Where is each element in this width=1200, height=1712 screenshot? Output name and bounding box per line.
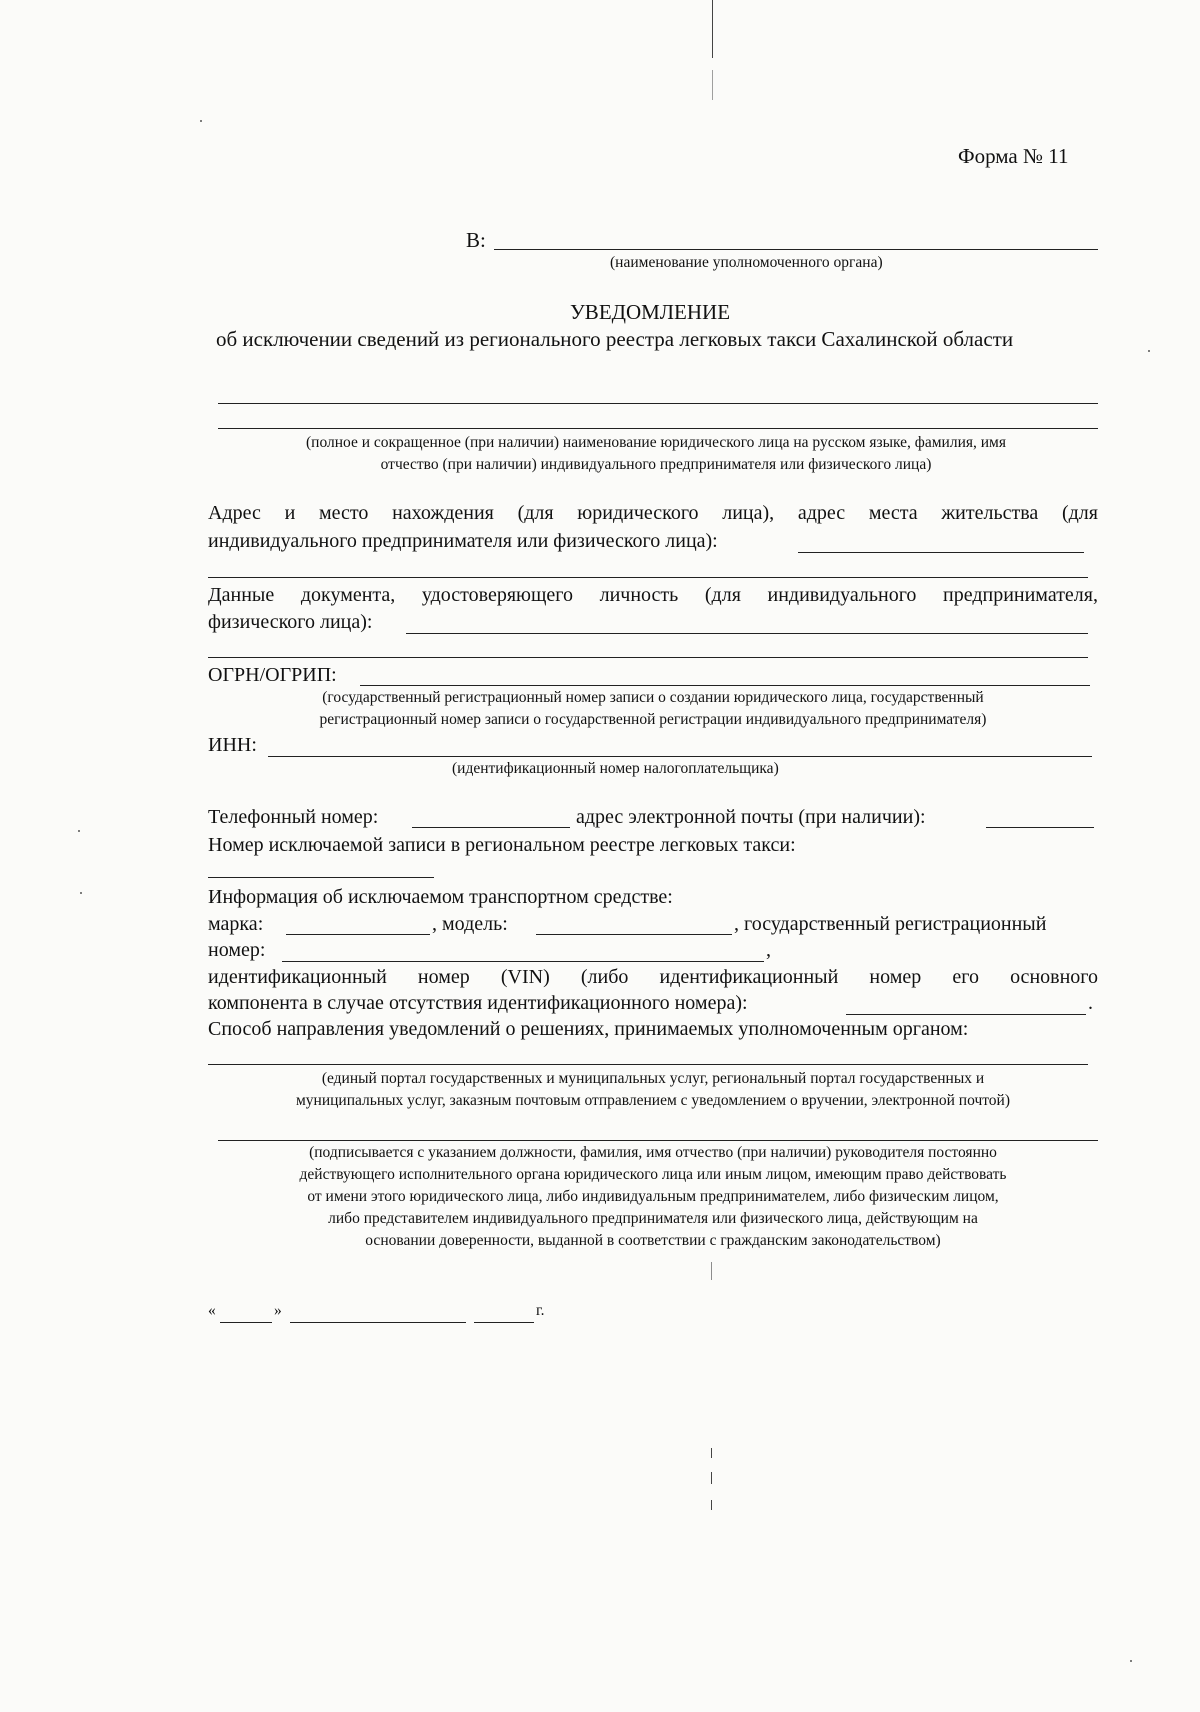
signature-hint-2: действующего исполнительного органа юридического лица или иным лицом, имеющим право действовать <box>299 1166 1007 1183</box>
vin-label-2: компонента в случае отсутствия идентификационного номера): <box>208 992 748 1014</box>
scan-speck <box>200 120 202 122</box>
notification-method-field[interactable] <box>208 1064 1088 1065</box>
document-subtitle: об исключении сведений из регионального реестра легковых такси Сахалинской области <box>216 327 1014 351</box>
scan-speck <box>1148 350 1150 352</box>
inn-label: ИНН: <box>208 734 257 756</box>
id-document-label: Данные документа, удостоверяющего личность (для индивидуального предпринимателя, <box>208 584 1098 606</box>
email-label: адрес электронной почты (при наличии): <box>576 806 926 828</box>
inn-hint: (идентификационный номер налогоплательщика) <box>452 760 779 777</box>
authority-hint: (наименование уполномоченного органа) <box>610 254 883 271</box>
scan-speck <box>80 892 82 894</box>
record-number-label: Номер исключаемой записи в региональном реестре легковых такси: <box>208 834 796 856</box>
model-label: , модель: <box>432 913 508 935</box>
brand-label: марка: <box>208 913 264 935</box>
applicant-name-hint: (полное и сокращенное (при наличии) наименование юридического лица на русском языке, фамилия, имя <box>306 434 1006 451</box>
vehicle-info-label: Информация об исключаемом транспортном средстве: <box>208 886 673 908</box>
id-document-field-2[interactable] <box>208 657 1088 658</box>
form-number: Форма № 11 <box>958 144 1069 168</box>
date-year-suffix: г. <box>536 1302 545 1319</box>
ogrn-field[interactable] <box>360 685 1090 686</box>
authority-field[interactable] <box>494 249 1098 250</box>
scan-mark <box>712 0 713 58</box>
model-field[interactable] <box>536 934 732 935</box>
to-label: В: <box>466 228 486 252</box>
ogrn-hint: (государственный регистрационный номер записи о создании юридического лица, государственный <box>322 689 984 706</box>
scan-mark <box>712 70 713 100</box>
number-label: номер: <box>208 939 266 961</box>
document-title: УВЕДОМЛЕНИЕ <box>569 300 731 324</box>
reg-number-label: , государственный регистрационный <box>734 913 1047 935</box>
signature-hint-4: либо представителем индивидуального предпринимателя или физического лица, действующим на <box>328 1210 978 1227</box>
phone-field[interactable] <box>412 827 570 828</box>
date-year-field[interactable] <box>474 1322 534 1323</box>
scan-mark <box>711 1472 712 1484</box>
scan-speck <box>78 830 80 832</box>
signature-hint-5: основании доверенности, выданной в соответствии с гражданским законодательством) <box>365 1232 941 1249</box>
date-day-field[interactable] <box>220 1322 272 1323</box>
applicant-name-hint-2: отчество (при наличии) индивидуального предпринимателя или физического лица) <box>380 456 932 473</box>
date-open-quote: « <box>208 1302 216 1319</box>
scan-mark <box>711 1500 712 1510</box>
notification-method-label: Способ направления уведомлений о решениях, принимаемых уполномоченным органом: <box>208 1018 969 1040</box>
scan-mark <box>711 1262 712 1280</box>
scan-mark <box>711 1448 712 1458</box>
id-document-field-1[interactable] <box>406 633 1088 634</box>
applicant-name-field-2[interactable] <box>218 428 1098 429</box>
date-month-field[interactable] <box>290 1322 466 1323</box>
reg-number-field[interactable] <box>282 961 764 962</box>
notification-method-hint: (единый портал государственных и муниципальных услуг, региональный портал государственных и <box>321 1070 985 1087</box>
address-field-1[interactable] <box>798 552 1084 553</box>
signature-field[interactable] <box>218 1140 1098 1141</box>
email-field[interactable] <box>986 827 1094 828</box>
address-label: Адрес и место нахождения (для юридического лица), адрес места жительства (для <box>208 502 1098 524</box>
record-number-field[interactable] <box>208 877 434 878</box>
date-close-quote: » <box>274 1302 282 1319</box>
vin-label: идентификационный номер (VIN) (либо идентификационный номер его основного <box>208 966 1098 988</box>
ogrn-hint-2: регистрационный номер записи о государственной регистрации индивидуального предпринимателя) <box>319 711 987 728</box>
vin-period: . <box>1088 992 1093 1014</box>
inn-field[interactable] <box>268 756 1092 757</box>
applicant-name-field-1[interactable] <box>218 403 1098 404</box>
address-label-2: индивидуального предпринимателя или физического лица): <box>208 530 718 552</box>
vin-field[interactable] <box>846 1014 1086 1015</box>
ogrn-label: ОГРН/ОГРИП: <box>208 664 337 686</box>
brand-field[interactable] <box>286 934 430 935</box>
number-comma: , <box>766 939 771 961</box>
signature-hint-3: от имени этого юридического лица, либо индивидуальным предпринимателем, либо физическим лицом, <box>307 1188 999 1205</box>
notification-method-hint-2: муниципальных услуг, заказным почтовым отправлением с уведомлением о вручении, электронной почтой) <box>295 1092 1011 1109</box>
signature-hint: (подписывается с указанием должности, фамилия, имя отчество (при наличии) руководителя постоянно <box>309 1144 997 1161</box>
address-field-2[interactable] <box>208 577 1088 578</box>
phone-label: Телефонный номер: <box>208 806 379 828</box>
id-document-label-2: физического лица): <box>208 611 373 633</box>
scan-speck <box>1130 1660 1132 1662</box>
